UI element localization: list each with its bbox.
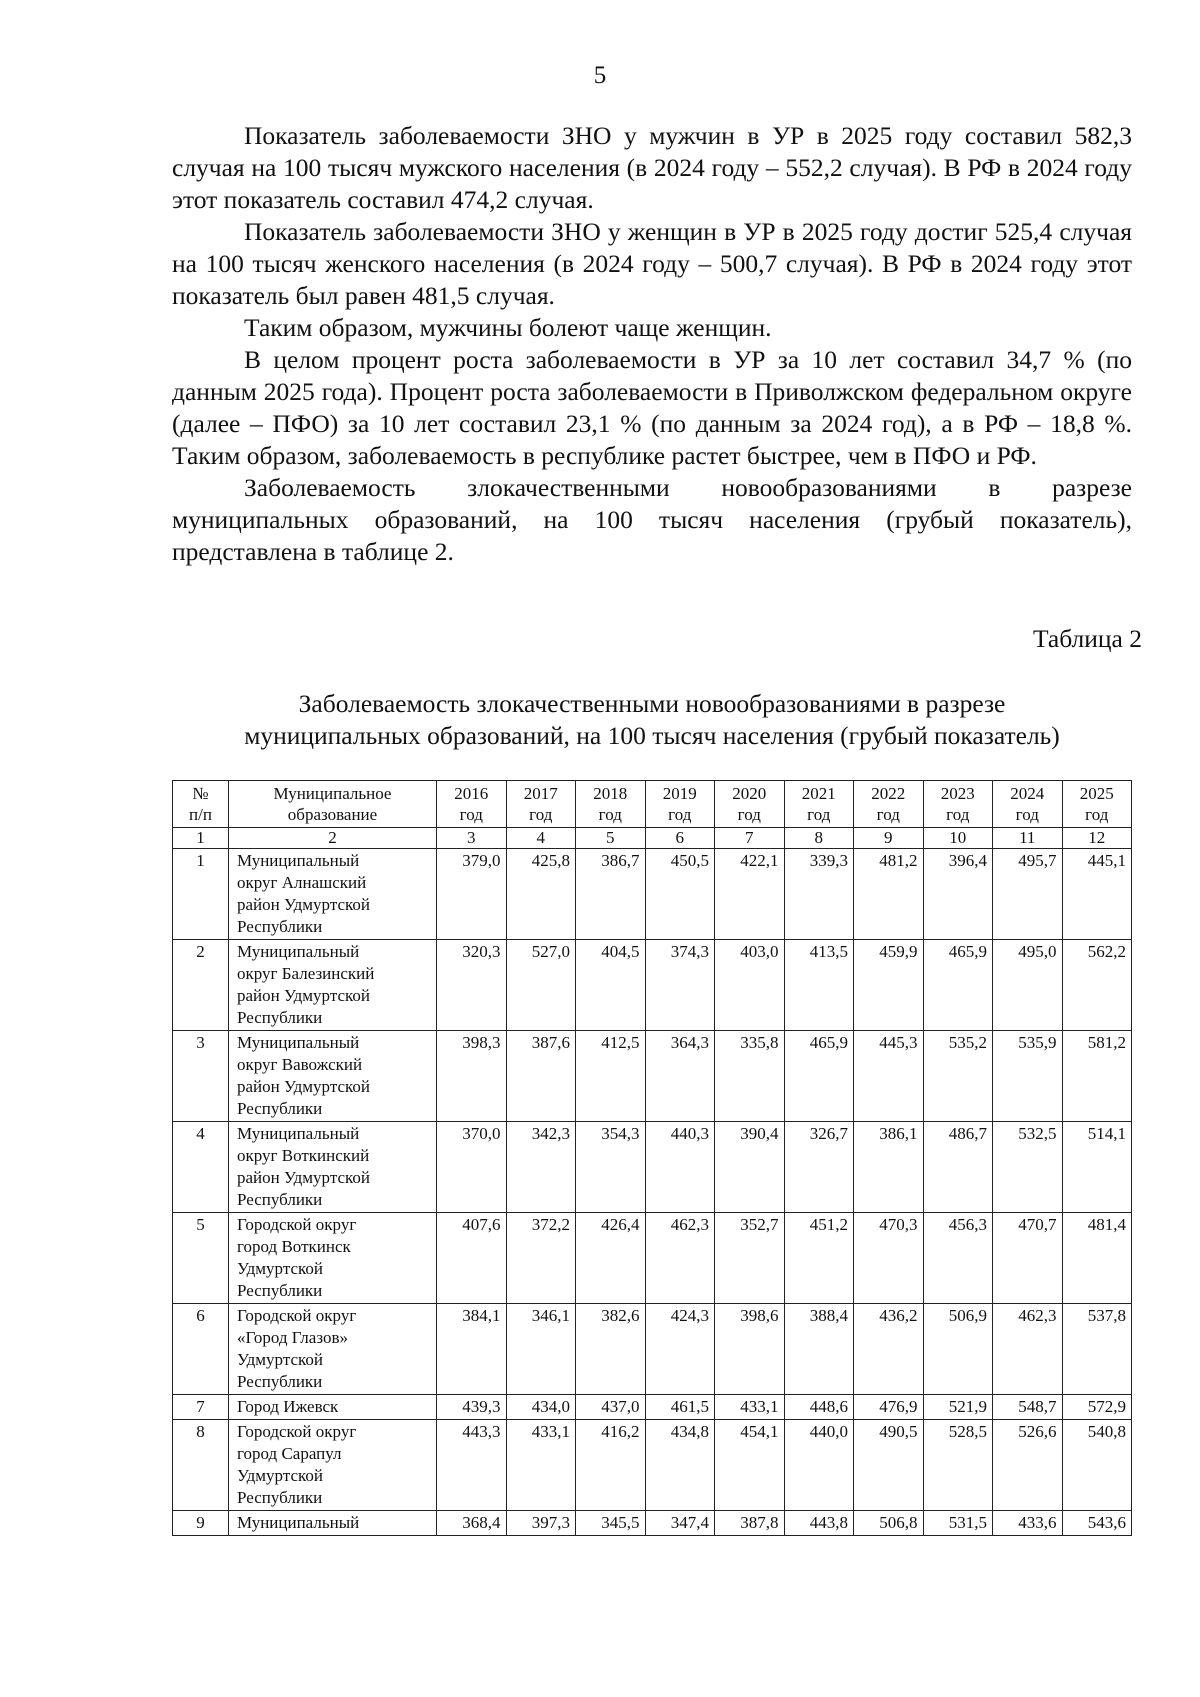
- municipality-name-line: Муниципальный: [237, 1513, 360, 1532]
- column-number-cell: 7: [715, 828, 785, 849]
- column-number-row: [173, 828, 1132, 849]
- table-row: [173, 1031, 1132, 1122]
- value-cell: 440,0: [784, 1420, 854, 1511]
- value-cell: 543,6: [1062, 1511, 1132, 1536]
- municipality-cell: [229, 940, 437, 1031]
- municipality-cell: [229, 1031, 437, 1122]
- paragraph: Заболеваемость злокачественными новообразованиями в разрезе муниципальных образований, на 100 тысяч населения (грубый показатель), представлена в таблице 2.: [172, 473, 1132, 566]
- value-cell: 443,8: [784, 1511, 854, 1536]
- column-number-cell: 4: [506, 828, 576, 849]
- municipality-name-line: район Удмуртской: [237, 895, 371, 914]
- table-row: [173, 1122, 1132, 1213]
- value-cell: 572,9: [1062, 1395, 1132, 1420]
- value-cell: 379,0: [437, 849, 507, 940]
- value-cell: 470,7: [993, 1213, 1063, 1304]
- municipality-name-line: Республики: [237, 1008, 323, 1027]
- municipality-name-line: район Удмуртской: [237, 1077, 371, 1096]
- value-cell: 528,5: [923, 1420, 993, 1511]
- header-cell: 2022 год: [854, 781, 924, 828]
- value-cell: 581,2: [1062, 1031, 1132, 1122]
- value-cell: 451,2: [784, 1213, 854, 1304]
- value-cell: 481,2: [854, 849, 924, 940]
- municipality-cell: [229, 1122, 437, 1213]
- value-cell: 440,3: [645, 1122, 715, 1213]
- municipality-name-line: «Город Глазов»: [237, 1328, 348, 1347]
- value-cell: 397,3: [506, 1511, 576, 1536]
- value-cell: 521,9: [923, 1395, 993, 1420]
- row-number-cell: 7: [173, 1395, 229, 1420]
- municipality-name-line: Городской округ: [237, 1422, 357, 1441]
- value-cell: 412,5: [576, 1031, 646, 1122]
- value-cell: 462,3: [993, 1304, 1063, 1395]
- municipality-name-line: Республики: [237, 1190, 323, 1209]
- paragraph: Показатель заболеваемости ЗНО у мужчин в УР в 2025 году составил 582,3 случая на 100 тысяч мужского населения (в 2024 году – 552,2 случая). В РФ в 2024 году этот показатель составил 474,2 случая.: [172, 121, 1132, 214]
- paragraph: Таким образом, мужчины болеют чаще женщин.: [244, 313, 772, 342]
- column-number-cell: 11: [993, 828, 1063, 849]
- value-cell: 370,0: [437, 1122, 507, 1213]
- paragraph: В целом процент роста заболеваемости в УР за 10 лет составил 34,7 % (по данным 2025 года). Процент роста заболеваемости в Приволжском федеральном округе (далее – ПФО) за 10 лет составил 23,1 % (по данным за 2024 год), а в РФ – 18,8 %. Таким образом, заболеваемость в республике растет быстрее, чем в ПФО и РФ.: [172, 345, 1132, 470]
- value-cell: 526,6: [993, 1420, 1063, 1511]
- table-row: [173, 1213, 1132, 1304]
- value-cell: 462,3: [645, 1213, 715, 1304]
- table-row: [173, 849, 1132, 940]
- table-row: [173, 1395, 1132, 1420]
- column-number-cell: 6: [645, 828, 715, 849]
- row-number-cell: 8: [173, 1420, 229, 1511]
- header-cell: 2019 год: [645, 781, 715, 828]
- value-cell: 486,7: [923, 1122, 993, 1213]
- header-cell: 2025 год: [1062, 781, 1132, 828]
- value-cell: 506,8: [854, 1511, 924, 1536]
- value-cell: 387,6: [506, 1031, 576, 1122]
- value-cell: 465,9: [784, 1031, 854, 1122]
- value-cell: 434,8: [645, 1420, 715, 1511]
- value-cell: 387,8: [715, 1511, 785, 1536]
- municipality-name-line: Муниципальный: [237, 942, 360, 961]
- value-cell: 416,2: [576, 1420, 646, 1511]
- value-cell: 535,9: [993, 1031, 1063, 1122]
- municipality-name-line: Республики: [237, 917, 323, 936]
- value-cell: 398,6: [715, 1304, 785, 1395]
- value-cell: 433,6: [993, 1511, 1063, 1536]
- row-number-cell: 5: [173, 1213, 229, 1304]
- value-cell: 490,5: [854, 1420, 924, 1511]
- header-cell: Муниципальное образование: [229, 781, 437, 828]
- municipality-name-line: Муниципальный: [237, 851, 360, 870]
- value-cell: 476,9: [854, 1395, 924, 1420]
- table-body: [173, 828, 1132, 1536]
- value-cell: 465,9: [923, 940, 993, 1031]
- table-title-line: Заболеваемость злокачественными новообразованиями в разрезе: [298, 689, 1006, 718]
- column-number-cell: 12: [1062, 828, 1132, 849]
- value-cell: 364,3: [645, 1031, 715, 1122]
- table-header-row: [173, 781, 1132, 828]
- municipality-cell: [229, 1304, 437, 1395]
- value-cell: 384,1: [437, 1304, 507, 1395]
- value-cell: 532,5: [993, 1122, 1063, 1213]
- row-number-cell: 6: [173, 1304, 229, 1395]
- value-cell: 495,0: [993, 940, 1063, 1031]
- table-row: [173, 940, 1132, 1031]
- row-number-cell: 9: [173, 1511, 229, 1536]
- value-cell: 439,3: [437, 1395, 507, 1420]
- value-cell: 388,4: [784, 1304, 854, 1395]
- value-cell: 326,7: [784, 1122, 854, 1213]
- table-row: [173, 1304, 1132, 1395]
- header-cell: 2016 год: [437, 781, 507, 828]
- value-cell: 404,5: [576, 940, 646, 1031]
- value-cell: 445,1: [1062, 849, 1132, 940]
- paragraph: Показатель заболеваемости ЗНО у женщин в УР в 2025 году достиг 525,4 случая на 100 тысяч женского населения (в 2024 году – 500,7 случая). В РФ в 2024 году этот показатель был равен 481,5 случая.: [172, 217, 1132, 310]
- row-number-cell: 4: [173, 1122, 229, 1213]
- value-cell: 531,5: [923, 1511, 993, 1536]
- value-cell: 437,0: [576, 1395, 646, 1420]
- value-cell: 374,3: [645, 940, 715, 1031]
- table-row: [173, 1420, 1132, 1511]
- table-title: [172, 688, 1132, 752]
- value-cell: 372,2: [506, 1213, 576, 1304]
- value-cell: 354,3: [576, 1122, 646, 1213]
- value-cell: 339,3: [784, 849, 854, 940]
- value-cell: 424,3: [645, 1304, 715, 1395]
- value-cell: 407,6: [437, 1213, 507, 1304]
- municipality-name-line: Республики: [237, 1099, 323, 1118]
- value-cell: 347,4: [645, 1511, 715, 1536]
- value-cell: 450,5: [645, 849, 715, 940]
- value-cell: 342,3: [506, 1122, 576, 1213]
- municipality-name-line: район Удмуртской: [237, 1168, 371, 1187]
- value-cell: 459,9: [854, 940, 924, 1031]
- column-number-cell: 2: [229, 828, 437, 849]
- table-label: Таблица 2: [1032, 624, 1142, 653]
- municipality-cell: [229, 1511, 437, 1536]
- value-cell: 382,6: [576, 1304, 646, 1395]
- row-number-cell: 3: [173, 1031, 229, 1122]
- value-cell: 403,0: [715, 940, 785, 1031]
- value-cell: 422,1: [715, 849, 785, 940]
- header-cell: 2020 год: [715, 781, 785, 828]
- row-number-cell: 2: [173, 940, 229, 1031]
- column-number-cell: 9: [854, 828, 924, 849]
- value-cell: 448,6: [784, 1395, 854, 1420]
- body-text: [172, 120, 1132, 568]
- value-cell: 396,4: [923, 849, 993, 940]
- value-cell: 433,1: [506, 1420, 576, 1511]
- value-cell: 514,1: [1062, 1122, 1132, 1213]
- municipality-cell: [229, 1395, 437, 1420]
- municipality-name-line: округ Алнашский: [237, 873, 367, 892]
- header-cell: 2018 год: [576, 781, 646, 828]
- header-cell: 2024 год: [993, 781, 1063, 828]
- municipality-name-line: Удмуртской: [237, 1466, 324, 1485]
- value-cell: 527,0: [506, 940, 576, 1031]
- table-title-line: муниципальных образований, на 100 тысяч населения (грубый показатель): [244, 721, 1060, 750]
- column-number-cell: 5: [576, 828, 646, 849]
- value-cell: 335,8: [715, 1031, 785, 1122]
- value-cell: 456,3: [923, 1213, 993, 1304]
- municipality-name-line: Республики: [237, 1281, 323, 1300]
- value-cell: 443,3: [437, 1420, 507, 1511]
- value-cell: 454,1: [715, 1420, 785, 1511]
- municipality-name-line: Республики: [237, 1488, 323, 1507]
- value-cell: 481,4: [1062, 1213, 1132, 1304]
- municipality-name-line: Городской округ: [237, 1215, 357, 1234]
- value-cell: 390,4: [715, 1122, 785, 1213]
- row-number-cell: 1: [173, 849, 229, 940]
- value-cell: 386,7: [576, 849, 646, 940]
- value-cell: 345,5: [576, 1511, 646, 1536]
- incidence-table: [172, 780, 1132, 1536]
- value-cell: 398,3: [437, 1031, 507, 1122]
- column-number-cell: 8: [784, 828, 854, 849]
- municipality-name-line: район Удмуртской: [237, 986, 371, 1005]
- column-number-cell: 10: [923, 828, 993, 849]
- value-cell: 537,8: [1062, 1304, 1132, 1395]
- value-cell: 506,9: [923, 1304, 993, 1395]
- municipality-name-line: Муниципальный: [237, 1033, 360, 1052]
- municipality-cell: [229, 849, 437, 940]
- value-cell: 535,2: [923, 1031, 993, 1122]
- municipality-name-line: Удмуртской: [237, 1259, 324, 1278]
- value-cell: 386,1: [854, 1122, 924, 1213]
- municipality-cell: [229, 1213, 437, 1304]
- value-cell: 425,8: [506, 849, 576, 940]
- header-cell: 2023 год: [923, 781, 993, 828]
- value-cell: 562,2: [1062, 940, 1132, 1031]
- municipality-cell: [229, 1420, 437, 1511]
- value-cell: 426,4: [576, 1213, 646, 1304]
- municipality-name-line: Удмуртской: [237, 1350, 324, 1369]
- value-cell: 433,1: [715, 1395, 785, 1420]
- value-cell: 352,7: [715, 1213, 785, 1304]
- municipality-name-line: город Воткинск: [237, 1237, 351, 1256]
- column-number-cell: 1: [173, 828, 229, 849]
- value-cell: 346,1: [506, 1304, 576, 1395]
- value-cell: 413,5: [784, 940, 854, 1031]
- municipality-name-line: Республики: [237, 1372, 323, 1391]
- table-row: [173, 1511, 1132, 1536]
- value-cell: 470,3: [854, 1213, 924, 1304]
- municipality-name-line: Город Ижевск: [237, 1397, 339, 1416]
- value-cell: 445,3: [854, 1031, 924, 1122]
- municipality-name-line: Городской округ: [237, 1306, 357, 1325]
- municipality-name-line: Муниципальный: [237, 1124, 360, 1143]
- page-number: 5: [593, 62, 607, 89]
- header-cell: 2017 год: [506, 781, 576, 828]
- value-cell: 548,7: [993, 1395, 1063, 1420]
- value-cell: 368,4: [437, 1511, 507, 1536]
- municipality-name-line: округ Вавожский: [237, 1055, 363, 1074]
- value-cell: 436,2: [854, 1304, 924, 1395]
- header-cell: 2021 год: [784, 781, 854, 828]
- value-cell: 434,0: [506, 1395, 576, 1420]
- value-cell: 540,8: [1062, 1420, 1132, 1511]
- value-cell: 320,3: [437, 940, 507, 1031]
- municipality-name-line: город Сарапул: [237, 1444, 342, 1463]
- column-number-cell: 3: [437, 828, 507, 849]
- header-cell: № п/п: [173, 781, 229, 828]
- municipality-name-line: округ Балезинский: [237, 964, 375, 983]
- value-cell: 461,5: [645, 1395, 715, 1420]
- value-cell: 495,7: [993, 849, 1063, 940]
- municipality-name-line: округ Воткинский: [237, 1146, 370, 1165]
